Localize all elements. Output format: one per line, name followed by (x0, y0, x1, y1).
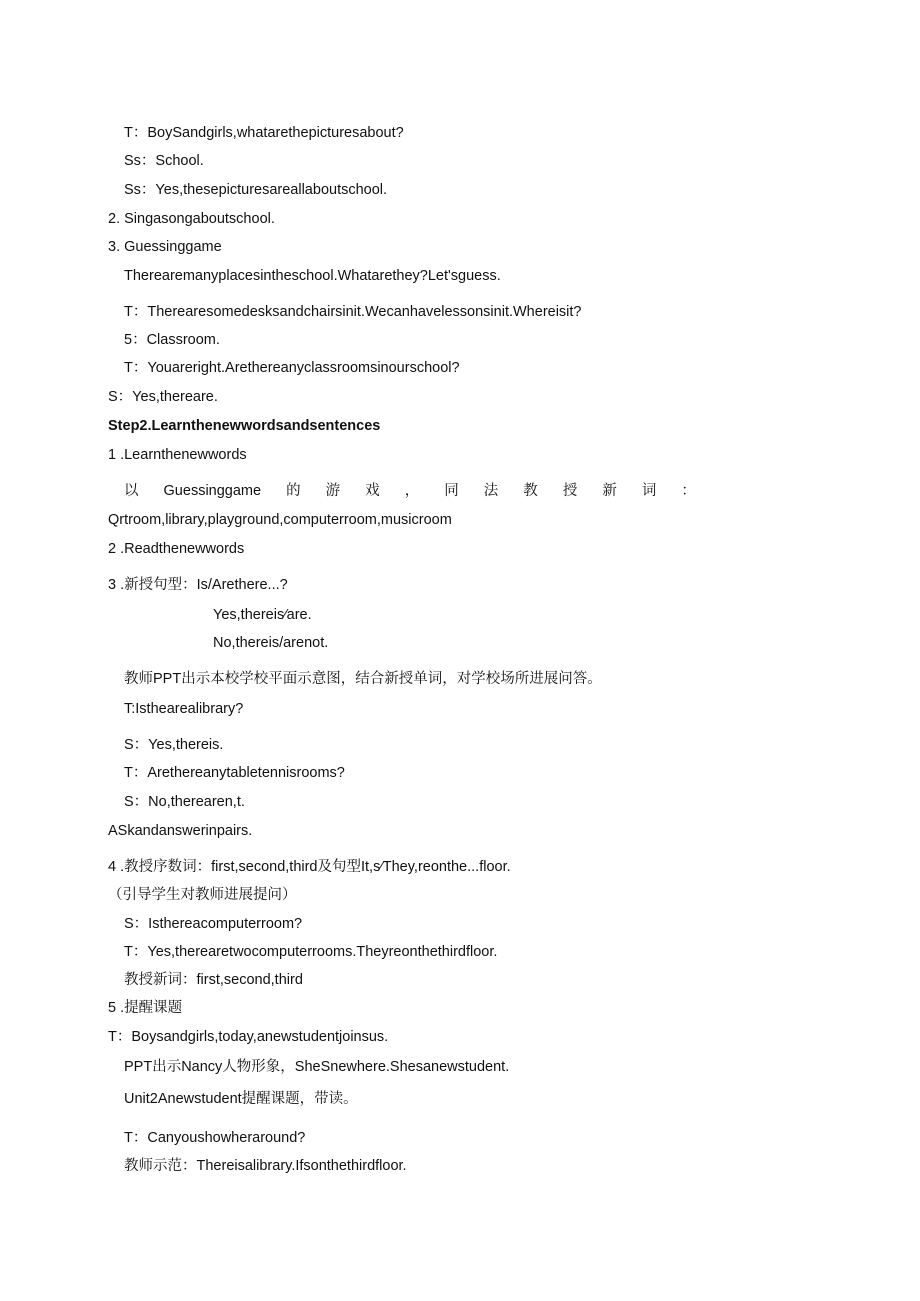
dialogue-line: S：Yes,thereare. (108, 389, 218, 405)
dialogue-line: S：No,therearen,t. (124, 794, 245, 810)
paragraph-line: Unit2Anewstudent提醒课题，带读。 (124, 1091, 358, 1107)
dialogue-line: S：Isthereacomputerroom? (124, 916, 303, 932)
spread-token: 游 (325, 483, 341, 499)
dialogue-line: T：Boysandgirls,today,anewstudentjoinsus. (108, 1029, 389, 1045)
paragraph-line: Therearemanyplacesintheschool.Whatarethey?Let'sguess. (124, 268, 501, 284)
spread-token: ： (681, 483, 696, 499)
spread-token: 新 (602, 483, 617, 499)
spread-token: Guessinggame (163, 483, 262, 499)
spread-token: 同 (444, 483, 459, 499)
spread-token: 以 (124, 483, 139, 499)
dialogue-line: 5：Classroom. (124, 332, 220, 348)
sentence-pattern: No,thereis/arenot. (213, 635, 329, 651)
dialogue-line: Ss：School. (124, 153, 204, 169)
spread-token: ， (404, 483, 420, 499)
dialogue-line: T：Yes,therearetwocomputerrooms.Theyreonthethirdfloor. (124, 944, 498, 960)
list-item: 3 .新授句型：Is/Arethere...? (108, 577, 288, 593)
guessing-game-line (124, 481, 696, 501)
list-item: 2 .Readthenewwords (108, 541, 245, 557)
paragraph-line: ASkandanswerinpairs. (108, 823, 253, 839)
list-item: 1 .Learnthenewwords (108, 447, 247, 463)
spread-token: 戏 (365, 483, 380, 499)
paragraph-line: 教师示范：Thereisalibrary.Ifsonthethirdfloor. (124, 1158, 407, 1174)
dialogue-line: T：Youareright.Arethereanyclassroomsinourschool? (124, 360, 460, 376)
dialogue-line: T：Canyoushowheraround? (124, 1130, 306, 1146)
spread-token: 法 (483, 483, 499, 499)
paragraph-line: PPT出示Nancy人物形象，SheSnewhere.Shesanewstudent. (124, 1059, 510, 1075)
list-item: 4 .教授序数词：first,second,third及句型It,s∕They,reonthe...floor. (108, 859, 511, 875)
spread-token: 授 (562, 483, 578, 499)
sentence-pattern: Yes,thereis∕are. (213, 607, 312, 623)
dialogue-line: S：Yes,thereis. (124, 737, 224, 753)
section-heading: Step2.Learnthenewwordsandsentences (108, 418, 381, 434)
paragraph-line: 教授新词：first,second,third (124, 972, 303, 988)
dialogue-line: T：Arethereanytabletennisrooms? (124, 765, 345, 781)
spread-token: 词 (641, 483, 657, 499)
dialogue-line: T:Isthearealibrary? (124, 701, 244, 717)
dialogue-line: T：Therearesomedesksandchairsinit.Wecanhavelessonsinit.Whereisit? (124, 304, 582, 320)
list-item: 3. Guessinggame (108, 239, 222, 255)
dialogue-line: T：BoySandgirls,whatarethepicturesabout? (124, 125, 404, 141)
list-item: 2. Singasongaboutschool. (108, 211, 275, 227)
list-item: 5 .提醒课题 (108, 1000, 183, 1016)
spread-token: 的 (286, 483, 301, 499)
word-list: Qrtroom,library,playground,computerroom,musicroom (108, 512, 452, 528)
spread-token: 教 (523, 483, 538, 499)
paragraph-line: （引导学生对教师进展提问） (108, 887, 297, 903)
dialogue-line: Ss：Yes,thesepicturesareallaboutschool. (124, 182, 388, 198)
paragraph-line: 教师PPT出示本校学校平面示意图，结合新授单词，对学校场所进展问答。 (124, 671, 602, 687)
